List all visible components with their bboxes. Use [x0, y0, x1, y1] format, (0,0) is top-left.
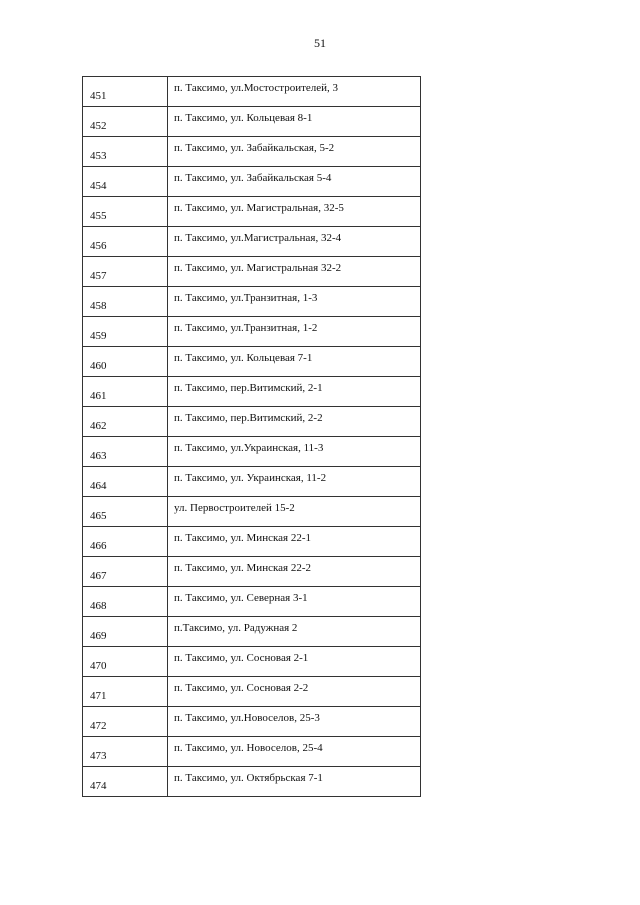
table-row	[83, 407, 421, 437]
row-number-cell: 453	[83, 137, 168, 167]
address-cell: п. Таксимо, ул. Украинская, 11-2	[168, 467, 421, 497]
table-row	[83, 557, 421, 587]
row-number-cell: 473	[83, 737, 168, 767]
address-cell: п. Таксимо, ул. Минская 22-2	[168, 557, 421, 587]
address-cell: п. Таксимо, ул. Кольцевая 7-1	[168, 347, 421, 377]
table-row	[83, 197, 421, 227]
row-number-cell: 471	[83, 677, 168, 707]
row-number-cell: 461	[83, 377, 168, 407]
table-row	[83, 77, 421, 107]
row-number-cell: 469	[83, 617, 168, 647]
table-row	[83, 437, 421, 467]
address-cell: п. Таксимо, ул.Мостостроителей, 3	[168, 77, 421, 107]
address-cell: п. Таксимо, ул. Кольцевая 8-1	[168, 107, 421, 137]
row-number-cell: 459	[83, 317, 168, 347]
address-table-body	[83, 77, 421, 797]
row-number-cell: 454	[83, 167, 168, 197]
table-row	[83, 647, 421, 677]
address-cell: п. Таксимо, пер.Витимский, 2-1	[168, 377, 421, 407]
row-number-cell: 451	[83, 77, 168, 107]
address-cell: п.Таксимо, ул. Радужная 2	[168, 617, 421, 647]
row-number-cell: 465	[83, 497, 168, 527]
table-row	[83, 617, 421, 647]
row-number-cell: 474	[83, 767, 168, 797]
address-cell: п. Таксимо, ул.Магистральная, 32-4	[168, 227, 421, 257]
row-number-cell: 455	[83, 197, 168, 227]
address-cell: п. Таксимо, ул. Северная 3-1	[168, 587, 421, 617]
row-number-cell: 468	[83, 587, 168, 617]
row-number-cell: 456	[83, 227, 168, 257]
address-cell: п. Таксимо, ул. Новоселов, 25-4	[168, 737, 421, 767]
table-row	[83, 767, 421, 797]
address-cell: п. Таксимо, ул. Магистральная 32-2	[168, 257, 421, 287]
table-row	[83, 137, 421, 167]
address-cell: п. Таксимо, ул. Забайкальская, 5-2	[168, 137, 421, 167]
table-row	[83, 467, 421, 497]
row-number-cell: 463	[83, 437, 168, 467]
address-cell: п. Таксимо, ул. Магистральная, 32-5	[168, 197, 421, 227]
address-cell: п. Таксимо, пер.Витимский, 2-2	[168, 407, 421, 437]
table-row	[83, 737, 421, 767]
table-row	[83, 527, 421, 557]
address-cell: п. Таксимо, ул.Транзитная, 1-2	[168, 317, 421, 347]
row-number-cell: 457	[83, 257, 168, 287]
table-row	[83, 257, 421, 287]
address-cell: п. Таксимо, ул. Забайкальская 5-4	[168, 167, 421, 197]
row-number-cell: 470	[83, 647, 168, 677]
row-number-cell: 467	[83, 557, 168, 587]
table-row	[83, 347, 421, 377]
address-cell: п. Таксимо, ул. Сосновая 2-1	[168, 647, 421, 677]
address-cell: п. Таксимо, ул. Октябрьская 7-1	[168, 767, 421, 797]
table-row	[83, 287, 421, 317]
page-number: 51	[314, 36, 326, 50]
address-cell: п. Таксимо, ул.Транзитная, 1-3	[168, 287, 421, 317]
table-row	[83, 227, 421, 257]
row-number-cell: 472	[83, 707, 168, 737]
row-number-cell: 460	[83, 347, 168, 377]
table-row	[83, 677, 421, 707]
address-cell: п. Таксимо, ул. Сосновая 2-2	[168, 677, 421, 707]
row-number-cell: 466	[83, 527, 168, 557]
table-row	[83, 317, 421, 347]
table-row	[83, 707, 421, 737]
row-number-cell: 452	[83, 107, 168, 137]
table-row	[83, 497, 421, 527]
address-cell: ул. Первостроителей 15-2	[168, 497, 421, 527]
address-table	[82, 76, 421, 797]
table-row	[83, 587, 421, 617]
table-row	[83, 167, 421, 197]
address-cell: п. Таксимо, ул.Украинская, 11-3	[168, 437, 421, 467]
row-number-cell: 464	[83, 467, 168, 497]
address-cell: п. Таксимо, ул.Новоселов, 25-3	[168, 707, 421, 737]
row-number-cell: 458	[83, 287, 168, 317]
row-number-cell: 462	[83, 407, 168, 437]
table-row	[83, 107, 421, 137]
table-row	[83, 377, 421, 407]
address-cell: п. Таксимо, ул. Минская 22-1	[168, 527, 421, 557]
